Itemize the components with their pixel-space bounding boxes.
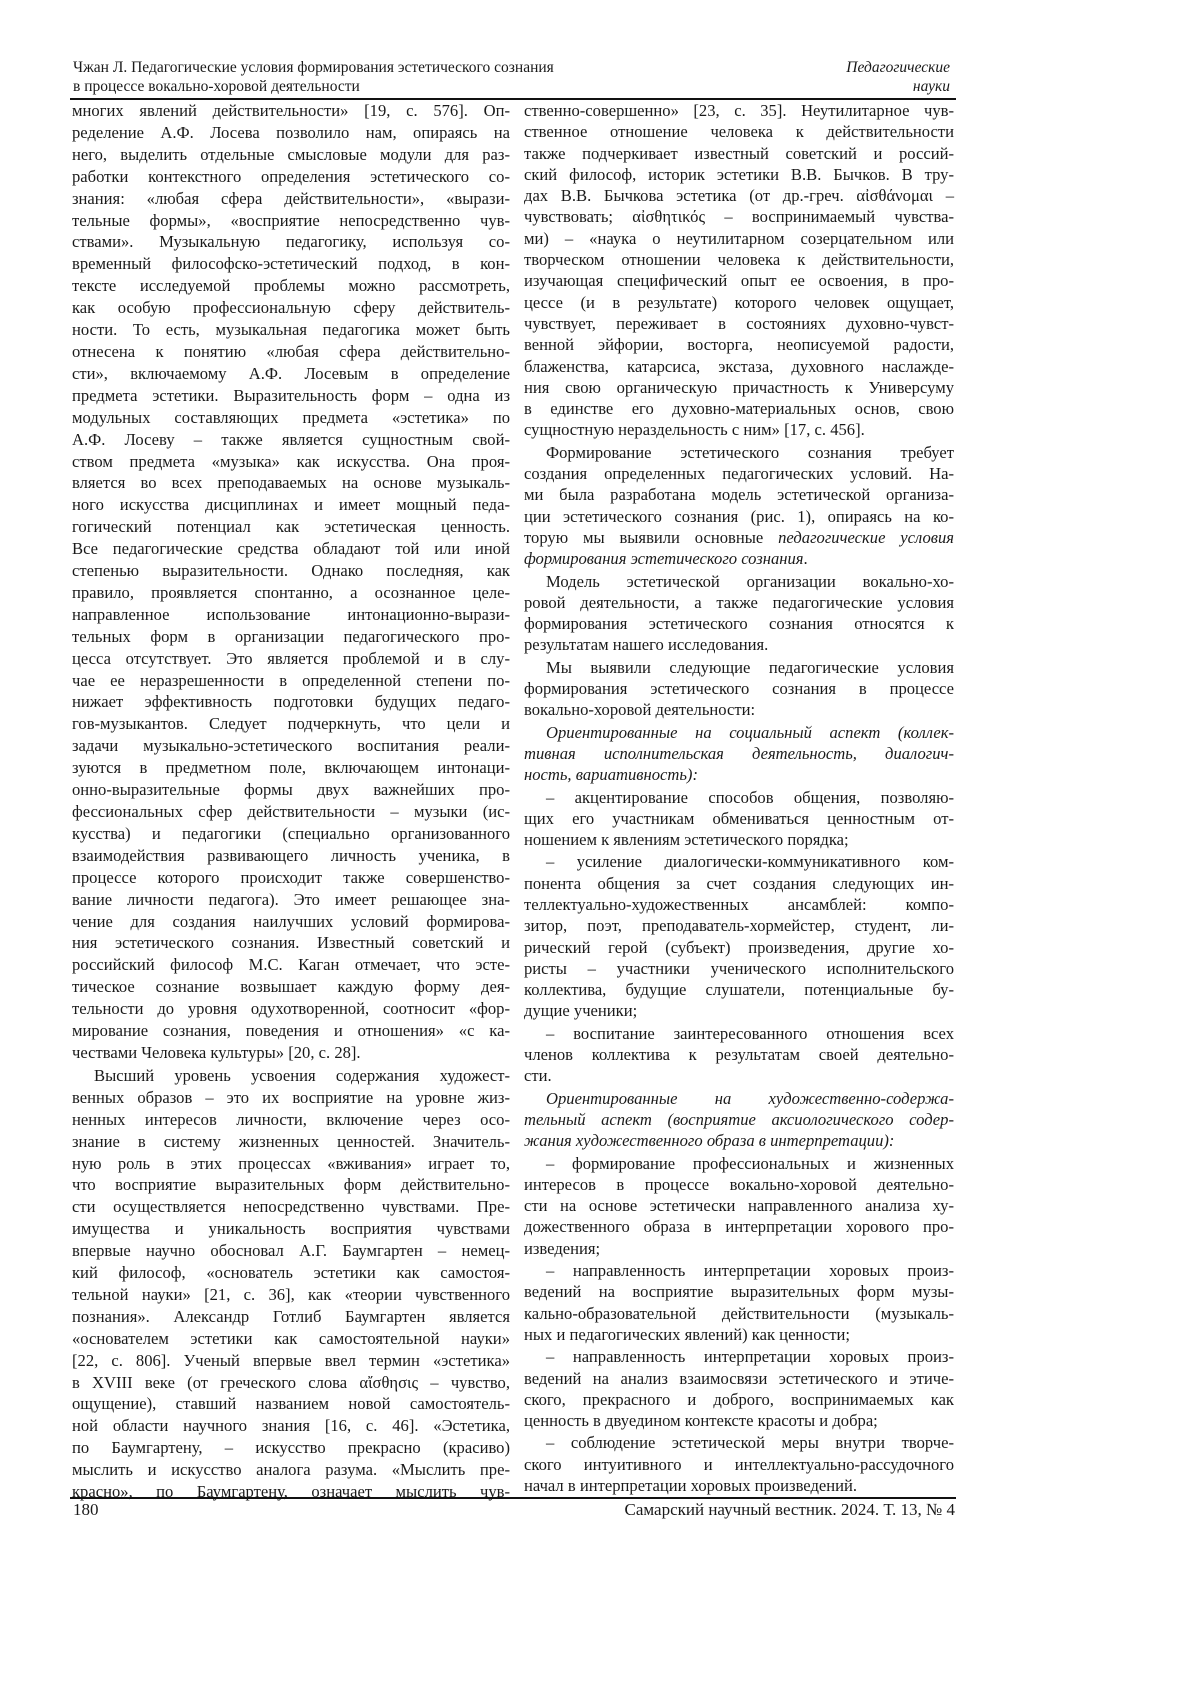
paragraph [524, 100, 954, 441]
text-line: начал в интерпретации хоровых произведений. [524, 1475, 954, 1496]
text-line: цесса отсутствует. Это является проблемой и в слу- [72, 648, 510, 670]
text-line: что восприятие выразительных форм действительно- [72, 1174, 510, 1196]
text-line: ценность в двуедином контексте красоты и добра; [524, 1410, 954, 1431]
text-line [524, 548, 954, 569]
text-line: венной эйфории, восторга, неописуемой радости, [524, 334, 954, 355]
text-line: сти на основе эстетически направленного анализа ху- [524, 1195, 954, 1216]
paragraph [524, 851, 954, 1021]
text-line: фессиональных сфер действительности – музыки (ис- [72, 801, 510, 823]
text-line: познания». Александр Готлиб Баумгартен является [72, 1306, 510, 1328]
paragraph [72, 1065, 510, 1503]
text-line: ведений на анализ взаимосвязи эстетического и этиче- [524, 1368, 954, 1389]
paragraph [524, 787, 954, 851]
text-line: тическое сознание возвышает каждую форму дея- [72, 976, 510, 998]
text-line [524, 527, 954, 548]
text-line: сти», включаемому А.Ф. Лосевым в определение [72, 363, 510, 385]
text-line: сти. [524, 1065, 954, 1086]
text-line: жания художественного образа в интерпретации): [524, 1130, 954, 1151]
text-line: в XVIII веке (от греческого слова αἴσθησις – чувство, [72, 1372, 510, 1394]
paragraph [524, 722, 954, 786]
text-line: результатам нашего исследования. [524, 634, 954, 655]
text-line: ность, вариативность): [524, 764, 954, 785]
text-line: тельные формы», «восприятие непосредственно чув- [72, 210, 510, 232]
text-line: интересов в процессе вокально-хоровой деятельно- [524, 1174, 954, 1195]
text-line: в единстве его духовно-материальных основ, свою [524, 398, 954, 419]
text-line: Мы выявили следующие педагогические условия [524, 657, 954, 678]
text-line: ством предмета «музыка» как искусства. Она проя- [72, 451, 510, 473]
text-line: чае ее неразрешенности в определенной степени по- [72, 670, 510, 692]
text-line: мыслить и искусство аналога разума. «Мыслить пре- [72, 1459, 510, 1481]
text-line: ощущение), ставший названием новой самостоятель- [72, 1393, 510, 1415]
text-line: ми) – «наука о неутилитарном созерцательном или [524, 228, 954, 249]
text-line: нижает эффективность подготовки будущих педаго- [72, 691, 510, 713]
text-line: ского интуитивного и интеллектуально-рассудочного [524, 1454, 954, 1475]
text-line: дожественного образа в интерпретации хорового про- [524, 1216, 954, 1237]
paragraph [524, 1153, 954, 1259]
journal-citation: Самарский научный вестник. 2024. Т. 13, № 4 [625, 1500, 956, 1520]
text-line: сти осуществляется непосредственно чувствами. Пре- [72, 1196, 510, 1218]
text-line: ной области научного знания [16, с. 46]. «Эстетика, [72, 1415, 510, 1437]
text-line: временный философско-эстетический подход, в кон- [72, 253, 510, 275]
text-line: Ориентированные на художественно-содержа- [524, 1088, 954, 1109]
text-line: изведения; [524, 1238, 954, 1259]
text-line: чувствовать; αἰσθητικός – воспринимаемый чувства- [524, 206, 954, 227]
header-title-line: в процессе вокально-хоровой деятельности [73, 77, 554, 96]
text-line: вокально-хоровой деятельности: [524, 699, 954, 720]
emphasis-text: формирования эстетического сознания [524, 549, 804, 568]
footer-divider [70, 1497, 956, 1499]
text-line: также подчеркивает известный советский и россий- [524, 143, 954, 164]
text-line: Формирование эстетического сознания требует [524, 442, 954, 463]
text-line: ми была разработана модель эстетической организа- [524, 484, 954, 505]
text-line: чувствует, переживает в состояниях духовно-чувст- [524, 313, 954, 334]
text-line: вание личности педагога). Это имеет решающее зна- [72, 889, 510, 911]
text-line: [22, с. 806]. Ученый впервые ввел термин «эстетика» [72, 1350, 510, 1372]
text-line: предмета эстетики. Выразительность форм – одна из [72, 385, 510, 407]
text-line: ния свою органическую причастность к Универсуму [524, 377, 954, 398]
text-line: тексте исследуемой проблемы можно рассмотреть, [72, 275, 510, 297]
text-line: ния эстетического сознания. Известный советский и [72, 932, 510, 954]
text-line: степенью выразительности. Однако последняя, как [72, 560, 510, 582]
running-header-left [73, 58, 554, 96]
text-line: ского, прекрасного и доброго, воспринимаемых как [524, 1389, 954, 1410]
text-line: ненных интересов личности, включение через осо- [72, 1109, 510, 1131]
text-line: российский философ М.С. Каган отмечает, что эсте- [72, 954, 510, 976]
text-line: – направленность интерпретации хоровых произ- [524, 1346, 954, 1367]
text-line: теллектуально-художественных ансамблей: компо- [524, 894, 954, 915]
text-line: взаимодействия развивающего личность ученика, в [72, 845, 510, 867]
text-line: дах В.В. Бычкова эстетика (от др.-греч. αἰσθάνομαι – [524, 185, 954, 206]
text-segment: . [804, 549, 808, 568]
text-line: как особую профессиональную сферу действитель- [72, 297, 510, 319]
text-line: ровой деятельности, а также педагогические условия [524, 592, 954, 613]
text-line: многих явлений действительности» [19, с. 576]. Оп- [72, 100, 510, 122]
paragraph [524, 442, 954, 570]
text-line: формирования эстетического сознания в процессе [524, 678, 954, 699]
text-line: «основателем эстетики как самостоятельной науки» [72, 1328, 510, 1350]
text-line: А.Ф. Лосеву – также является сущностным свой- [72, 429, 510, 451]
text-line: – воспитание заинтересованного отношения всех [524, 1023, 954, 1044]
text-line: мирование сознания, поведения и отношения» «с ка- [72, 1020, 510, 1042]
text-line: ции эстетического сознания (рис. 1), опираясь на ко- [524, 506, 954, 527]
text-line: кий философ, «основатель эстетики как самостоя- [72, 1262, 510, 1284]
text-line: процессе которого происходит также совершенство- [72, 867, 510, 889]
text-line: рический герой (субъект) произведения, другие хо- [524, 937, 954, 958]
text-line: изучающая специфический опыт ее освоения, в про- [524, 270, 954, 291]
text-line: по Баумгартену, – искусство прекрасно (красиво) [72, 1437, 510, 1459]
text-line: формирования эстетического сознания относятся к [524, 613, 954, 634]
text-line: ственное отношение человека к действительности [524, 121, 954, 142]
paragraph [524, 657, 954, 721]
text-line: модульных составляющих предмета «эстетика» по [72, 407, 510, 429]
text-line: членов коллектива к результатам своей деятельно- [524, 1044, 954, 1065]
emphasis-text: педагогические условия [778, 528, 954, 547]
text-line: тивная исполнительская деятельность, диалогич- [524, 743, 954, 764]
text-line: тельных форм в организации педагогического про- [72, 626, 510, 648]
text-line: – соблюдение эстетической меры внутри творче- [524, 1432, 954, 1453]
text-line: дущие ученики; [524, 1000, 954, 1021]
text-line: чествами Человека культуры» [20, с. 28]. [72, 1042, 510, 1064]
text-line: тельной науки» [21, с. 36], как «теории чувственного [72, 1284, 510, 1306]
text-line: Модель эстетической организации вокально-хо- [524, 571, 954, 592]
page-number: 180 [73, 1500, 99, 1520]
text-line: ную роль в этих процессах «вживания» играет то, [72, 1153, 510, 1175]
text-line: кально-образовательной действительности (музыкаль- [524, 1303, 954, 1324]
text-line: блаженства, катарсиса, экстаза, духовного наслажде- [524, 356, 954, 377]
text-line: – акцентирование способов общения, позволяю- [524, 787, 954, 808]
text-line: тельности до уровня одухотворенной, соотносит «фор- [72, 998, 510, 1020]
running-header-section [846, 58, 950, 96]
text-line: зитор, поэт, преподаватель-хормейстер, студент, ли- [524, 915, 954, 936]
text-line: Высший уровень усвоения содержания художест- [72, 1065, 510, 1087]
text-line: отнесена к понятию «любая сфера действительно- [72, 341, 510, 363]
text-line: сущностную нераздельность с ним» [17, с. 456]. [524, 419, 954, 440]
text-line: Ориентированные на социальный аспект (коллек- [524, 722, 954, 743]
text-line: ных и педагогических явлений) как ценности; [524, 1324, 954, 1345]
text-line: венных образов – это их восприятие на уровне жиз- [72, 1087, 510, 1109]
text-line: Все педагогические средства обладают той или иной [72, 538, 510, 560]
text-line: гов-музыкантов. Следует подчеркнуть, что цели и [72, 713, 510, 735]
text-line: знание в систему жизненных ценностей. Значитель- [72, 1131, 510, 1153]
text-line: чение для создания наилучших условий формирова- [72, 911, 510, 933]
text-line: понента общения за счет создания следующих ин- [524, 873, 954, 894]
paragraph [524, 1260, 954, 1345]
text-line: – направленность интерпретации хоровых произ- [524, 1260, 954, 1281]
paragraph [524, 1023, 954, 1087]
text-line: правило, проявляется спонтанно, а осознанное целе- [72, 582, 510, 604]
header-section-line: науки [846, 77, 950, 96]
text-line: ного искусства дисциплинах и имеет мощный педа- [72, 494, 510, 516]
text-line: ношением к явлениям эстетического порядка; [524, 829, 954, 850]
text-line: щих его участникам обмениваться ценностным от- [524, 808, 954, 829]
header-section-line: Педагогические [846, 58, 950, 77]
text-line: зуются в предметном поле, включающем интонаци- [72, 757, 510, 779]
text-line: – усиление диалогически-коммуникативного ком- [524, 851, 954, 872]
text-line: ности. То есть, музыкальная педагогика может быть [72, 319, 510, 341]
text-line: ределение А.Ф. Лосева позволило нам, опираясь на [72, 122, 510, 144]
text-line: задачи музыкально-эстетического воспитания реали- [72, 735, 510, 757]
text-line: работки контекстного определения эстетического со- [72, 166, 510, 188]
text-line: него, выделить отдельные смысловые модули для раз- [72, 144, 510, 166]
text-line: имущества и уникальность восприятия чувствами [72, 1218, 510, 1240]
paragraph [524, 1346, 954, 1431]
paragraph [72, 100, 510, 1064]
text-line: ведений на восприятие выразительных форм музы- [524, 1281, 954, 1302]
paragraph [524, 1432, 954, 1496]
text-line: тельный аспект (восприятие аксиологического содер- [524, 1109, 954, 1130]
text-line: направленное использование интонационно-вырази- [72, 604, 510, 626]
text-line: красно», по Баумгартену, означает мыслить чув- [72, 1481, 510, 1503]
text-line: создания определенных педагогических условий. На- [524, 463, 954, 484]
text-line: творческом отношении человека к действительности, [524, 249, 954, 270]
right-column [524, 100, 954, 1497]
header-title-line: Чжан Л. Педагогические условия формирования эстетического сознания [73, 58, 554, 77]
text-line: – формирование профессиональных и жизненных [524, 1153, 954, 1174]
text-line: гогический потенциал как эстетическая ценность. [72, 516, 510, 538]
text-line: ристы – участники ученического исполнительского [524, 958, 954, 979]
text-line: вляется во всех преподаваемых на основе музыкаль- [72, 472, 510, 494]
text-line: знания: «любая сфера действительности», «вырази- [72, 188, 510, 210]
text-line: ский философ, историк эстетики В.В. Бычков. В тру- [524, 164, 954, 185]
text-line: впервые научно обосновал А.Г. Баумгартен – немец- [72, 1240, 510, 1262]
text-line: ствами». Музыкальную педагогику, используя со- [72, 231, 510, 253]
text-line: цессе (и в результате) которого человек ощущает, [524, 292, 954, 313]
text-line: кусства) и педагогики (специально организованного [72, 823, 510, 845]
text-line: онно-выразительные формы двух важнейших про- [72, 779, 510, 801]
paragraph [524, 1088, 954, 1152]
paragraph [524, 571, 954, 656]
text-segment: торую мы выявили основные [524, 528, 778, 547]
left-column [72, 100, 510, 1504]
text-line: коллектива, будущие слушатели, потенциальные бу- [524, 979, 954, 1000]
text-line: ственно-совершенно» [23, с. 35]. Неутилитарное чув- [524, 100, 954, 121]
